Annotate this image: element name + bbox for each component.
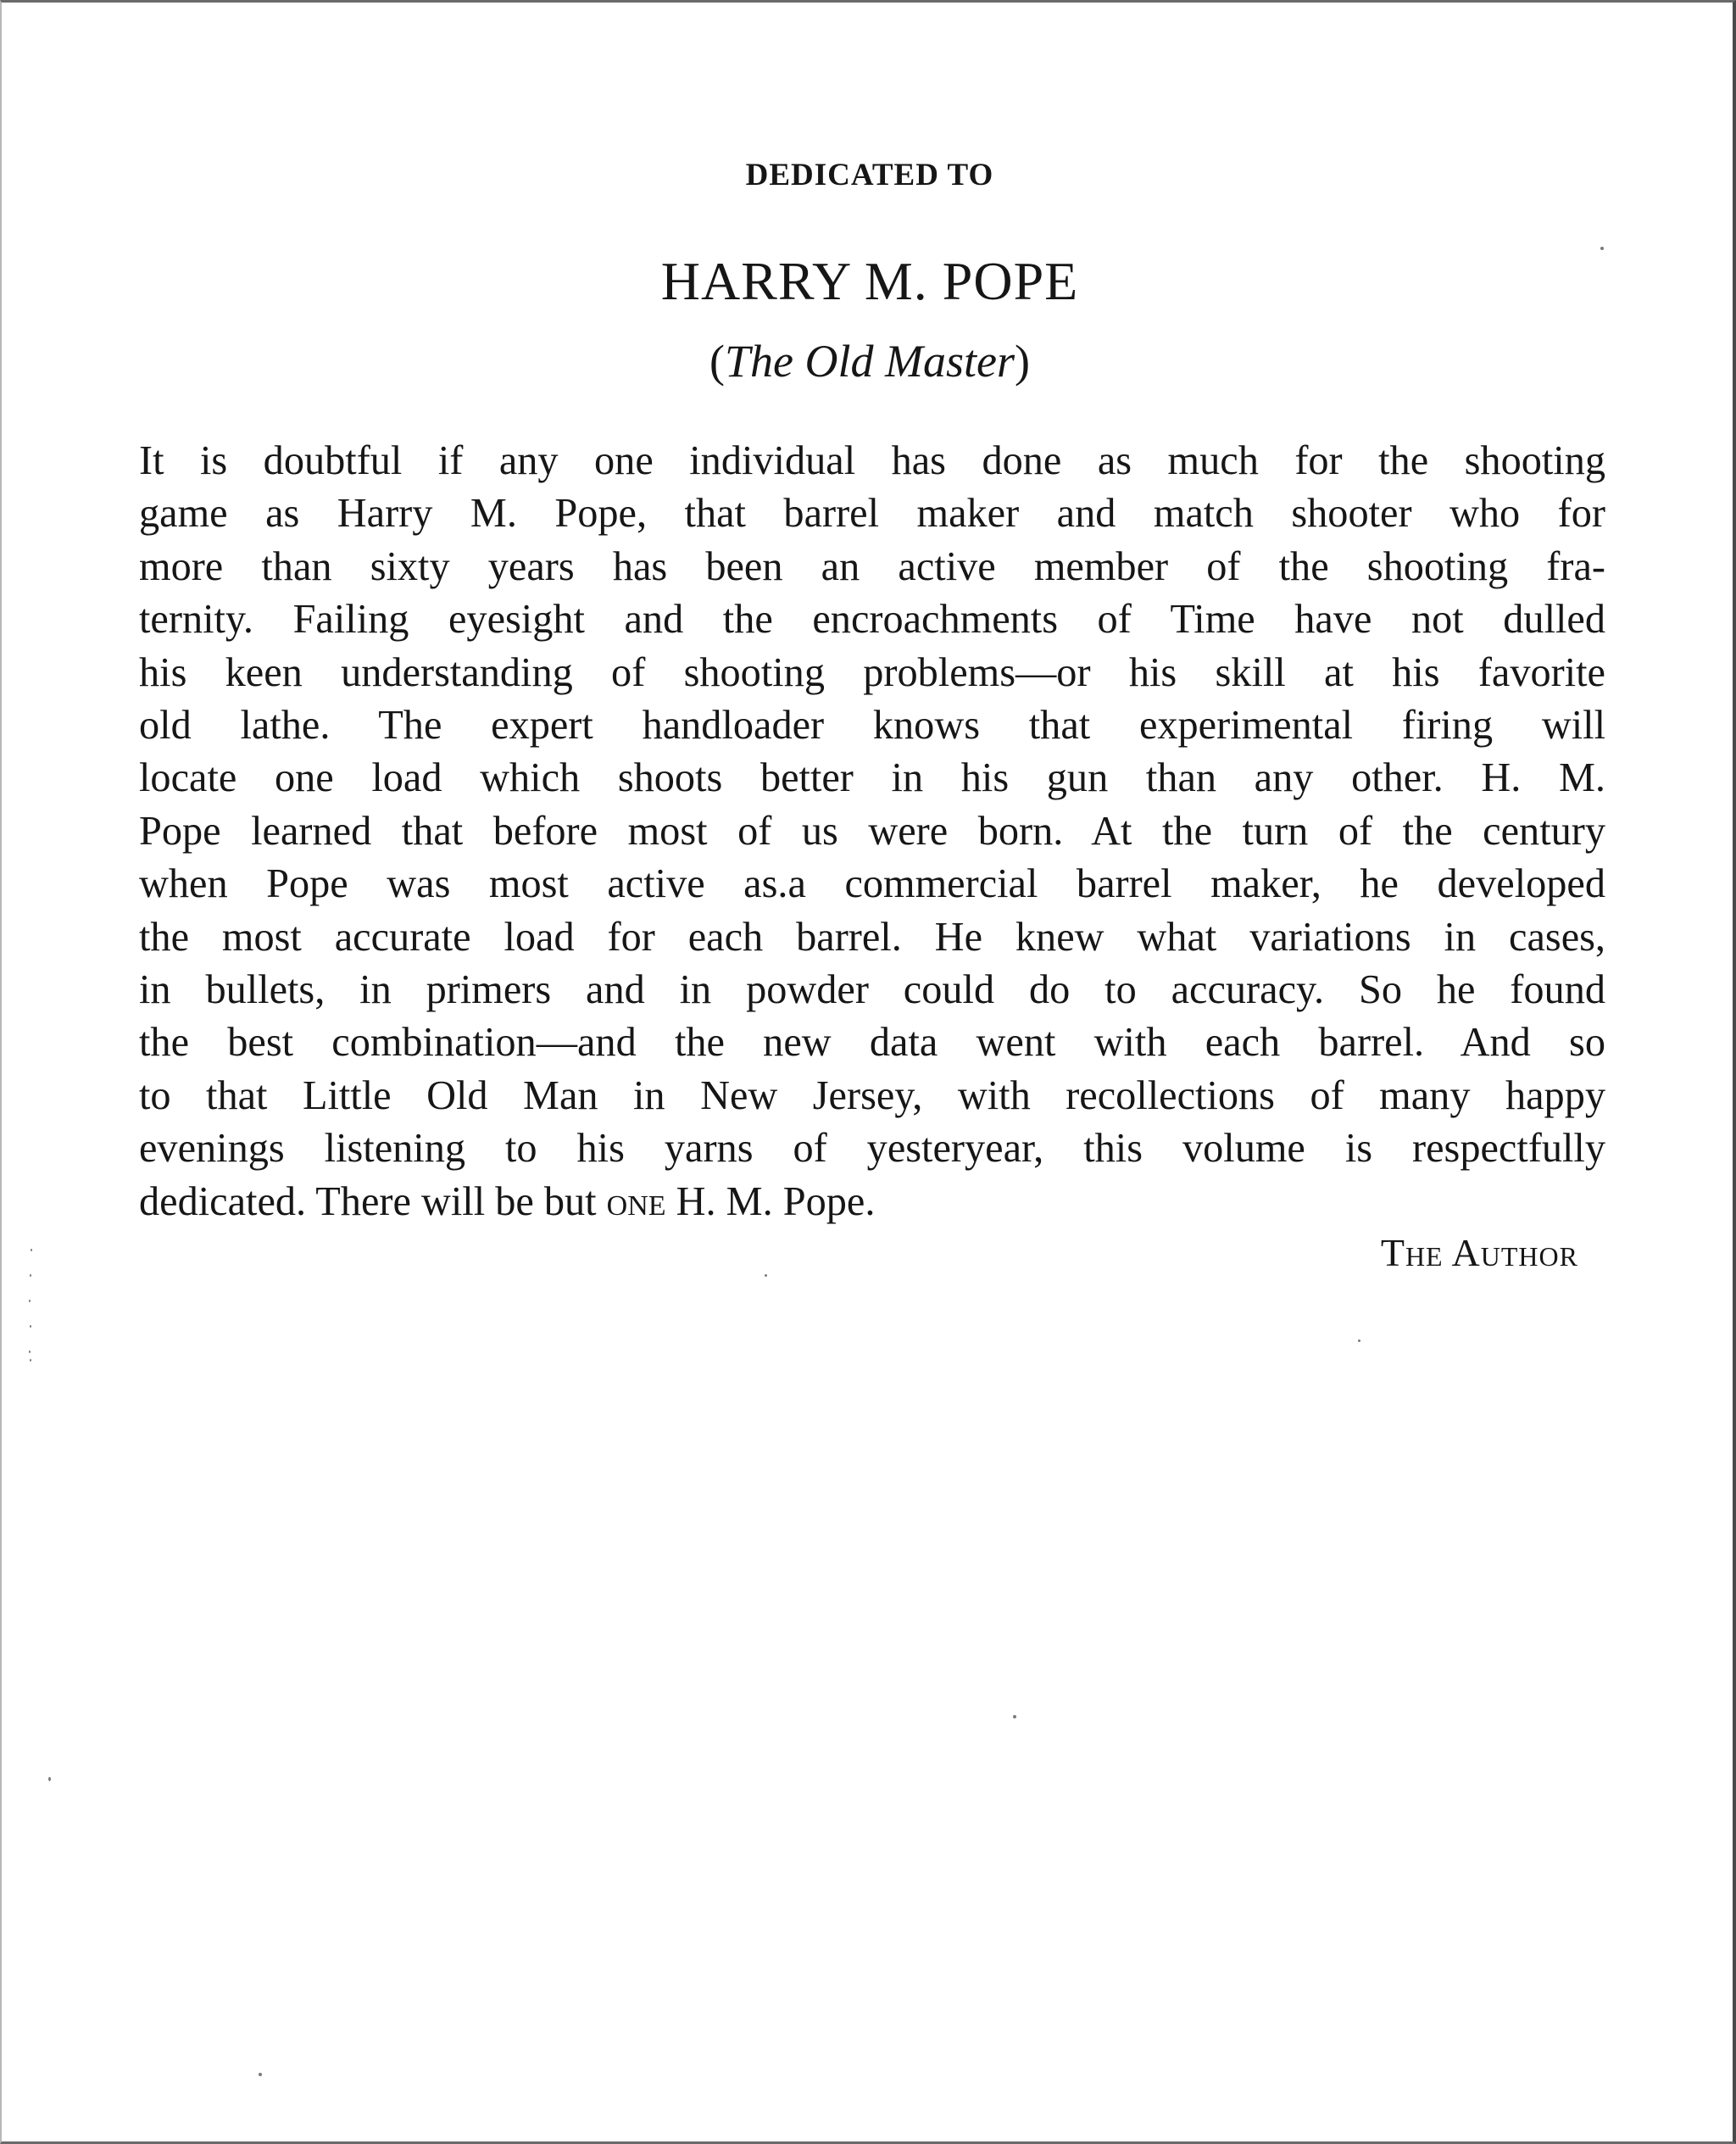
scan-speck <box>1358 1339 1360 1342</box>
scan-speck <box>765 1274 767 1277</box>
subtitle-open-paren: ( <box>709 336 725 387</box>
paragraph-line: It is doubtful if any one individual has done as much for the shooting <box>139 438 1605 483</box>
paragraph-line: locate one load which shoots better in his gun than any other. H. M. <box>139 755 1605 801</box>
paragraph-line: more than sixty years has been an active member of the shooting fra- <box>139 543 1605 589</box>
paragraph-line: game as Harry M. Pope, that barrel maker and match shooter who for <box>139 491 1605 537</box>
paragraph-line: when Pope was most active as.a commercial barrel maker, he developed <box>139 861 1605 907</box>
paragraph-line: ternity. Failing eyesight and the encroachments of Time have not dulled <box>139 597 1605 643</box>
paragraph-line: to that Little Old Man in New Jersey, with recollections of many happy <box>139 1072 1605 1118</box>
scan-speck <box>30 1359 31 1362</box>
dedicatee-subtitle <box>2 335 1736 387</box>
paragraph-line: his keen understanding of shooting problems—or his skill at his favorite <box>139 649 1605 695</box>
scan-speck <box>1013 1715 1016 1718</box>
dedication-paragraph <box>139 435 1605 1228</box>
final-line-start: dedicated. There will be but <box>139 1178 607 1224</box>
scan-speck <box>30 1325 31 1328</box>
dedication-label: DEDICATED TO <box>745 158 994 192</box>
scan-speck <box>29 1350 31 1353</box>
paragraph-line: evenings listening to his yarns of yesteryear, this volume is respectfully <box>139 1126 1605 1172</box>
scan-speck <box>259 2073 262 2076</box>
scan-speck <box>31 1249 32 1251</box>
final-line-end: H. M. Pope. <box>665 1178 876 1224</box>
paragraph-line: the best combination—and the new data went with each barrel. And so <box>139 1020 1605 1066</box>
author-signature: The Author <box>1380 1231 1578 1274</box>
subtitle-text: The Old Master <box>725 336 1015 387</box>
scan-speck <box>1600 247 1604 250</box>
scan-speck <box>48 1777 51 1781</box>
paragraph-line: Pope learned that before most of us were born. At the turn of the century <box>139 808 1605 854</box>
scan-speck <box>30 1274 31 1277</box>
subtitle-close-paren: ) <box>1014 336 1030 387</box>
dedicatee-name: HARRY M. POPE <box>660 251 1079 311</box>
paragraph-line: the most accurate load for each barrel. He knew what variations in cases, <box>139 914 1605 960</box>
final-line-small-caps: one <box>606 1178 666 1224</box>
scan-speck <box>29 1300 31 1302</box>
paragraph-line: in bullets, in primers and in powder could do to accuracy. So he found <box>139 967 1605 1013</box>
paragraph-line: old lathe. The expert handloader knows that experimental firing will <box>139 703 1605 749</box>
paragraph-final-line <box>139 1176 1605 1228</box>
